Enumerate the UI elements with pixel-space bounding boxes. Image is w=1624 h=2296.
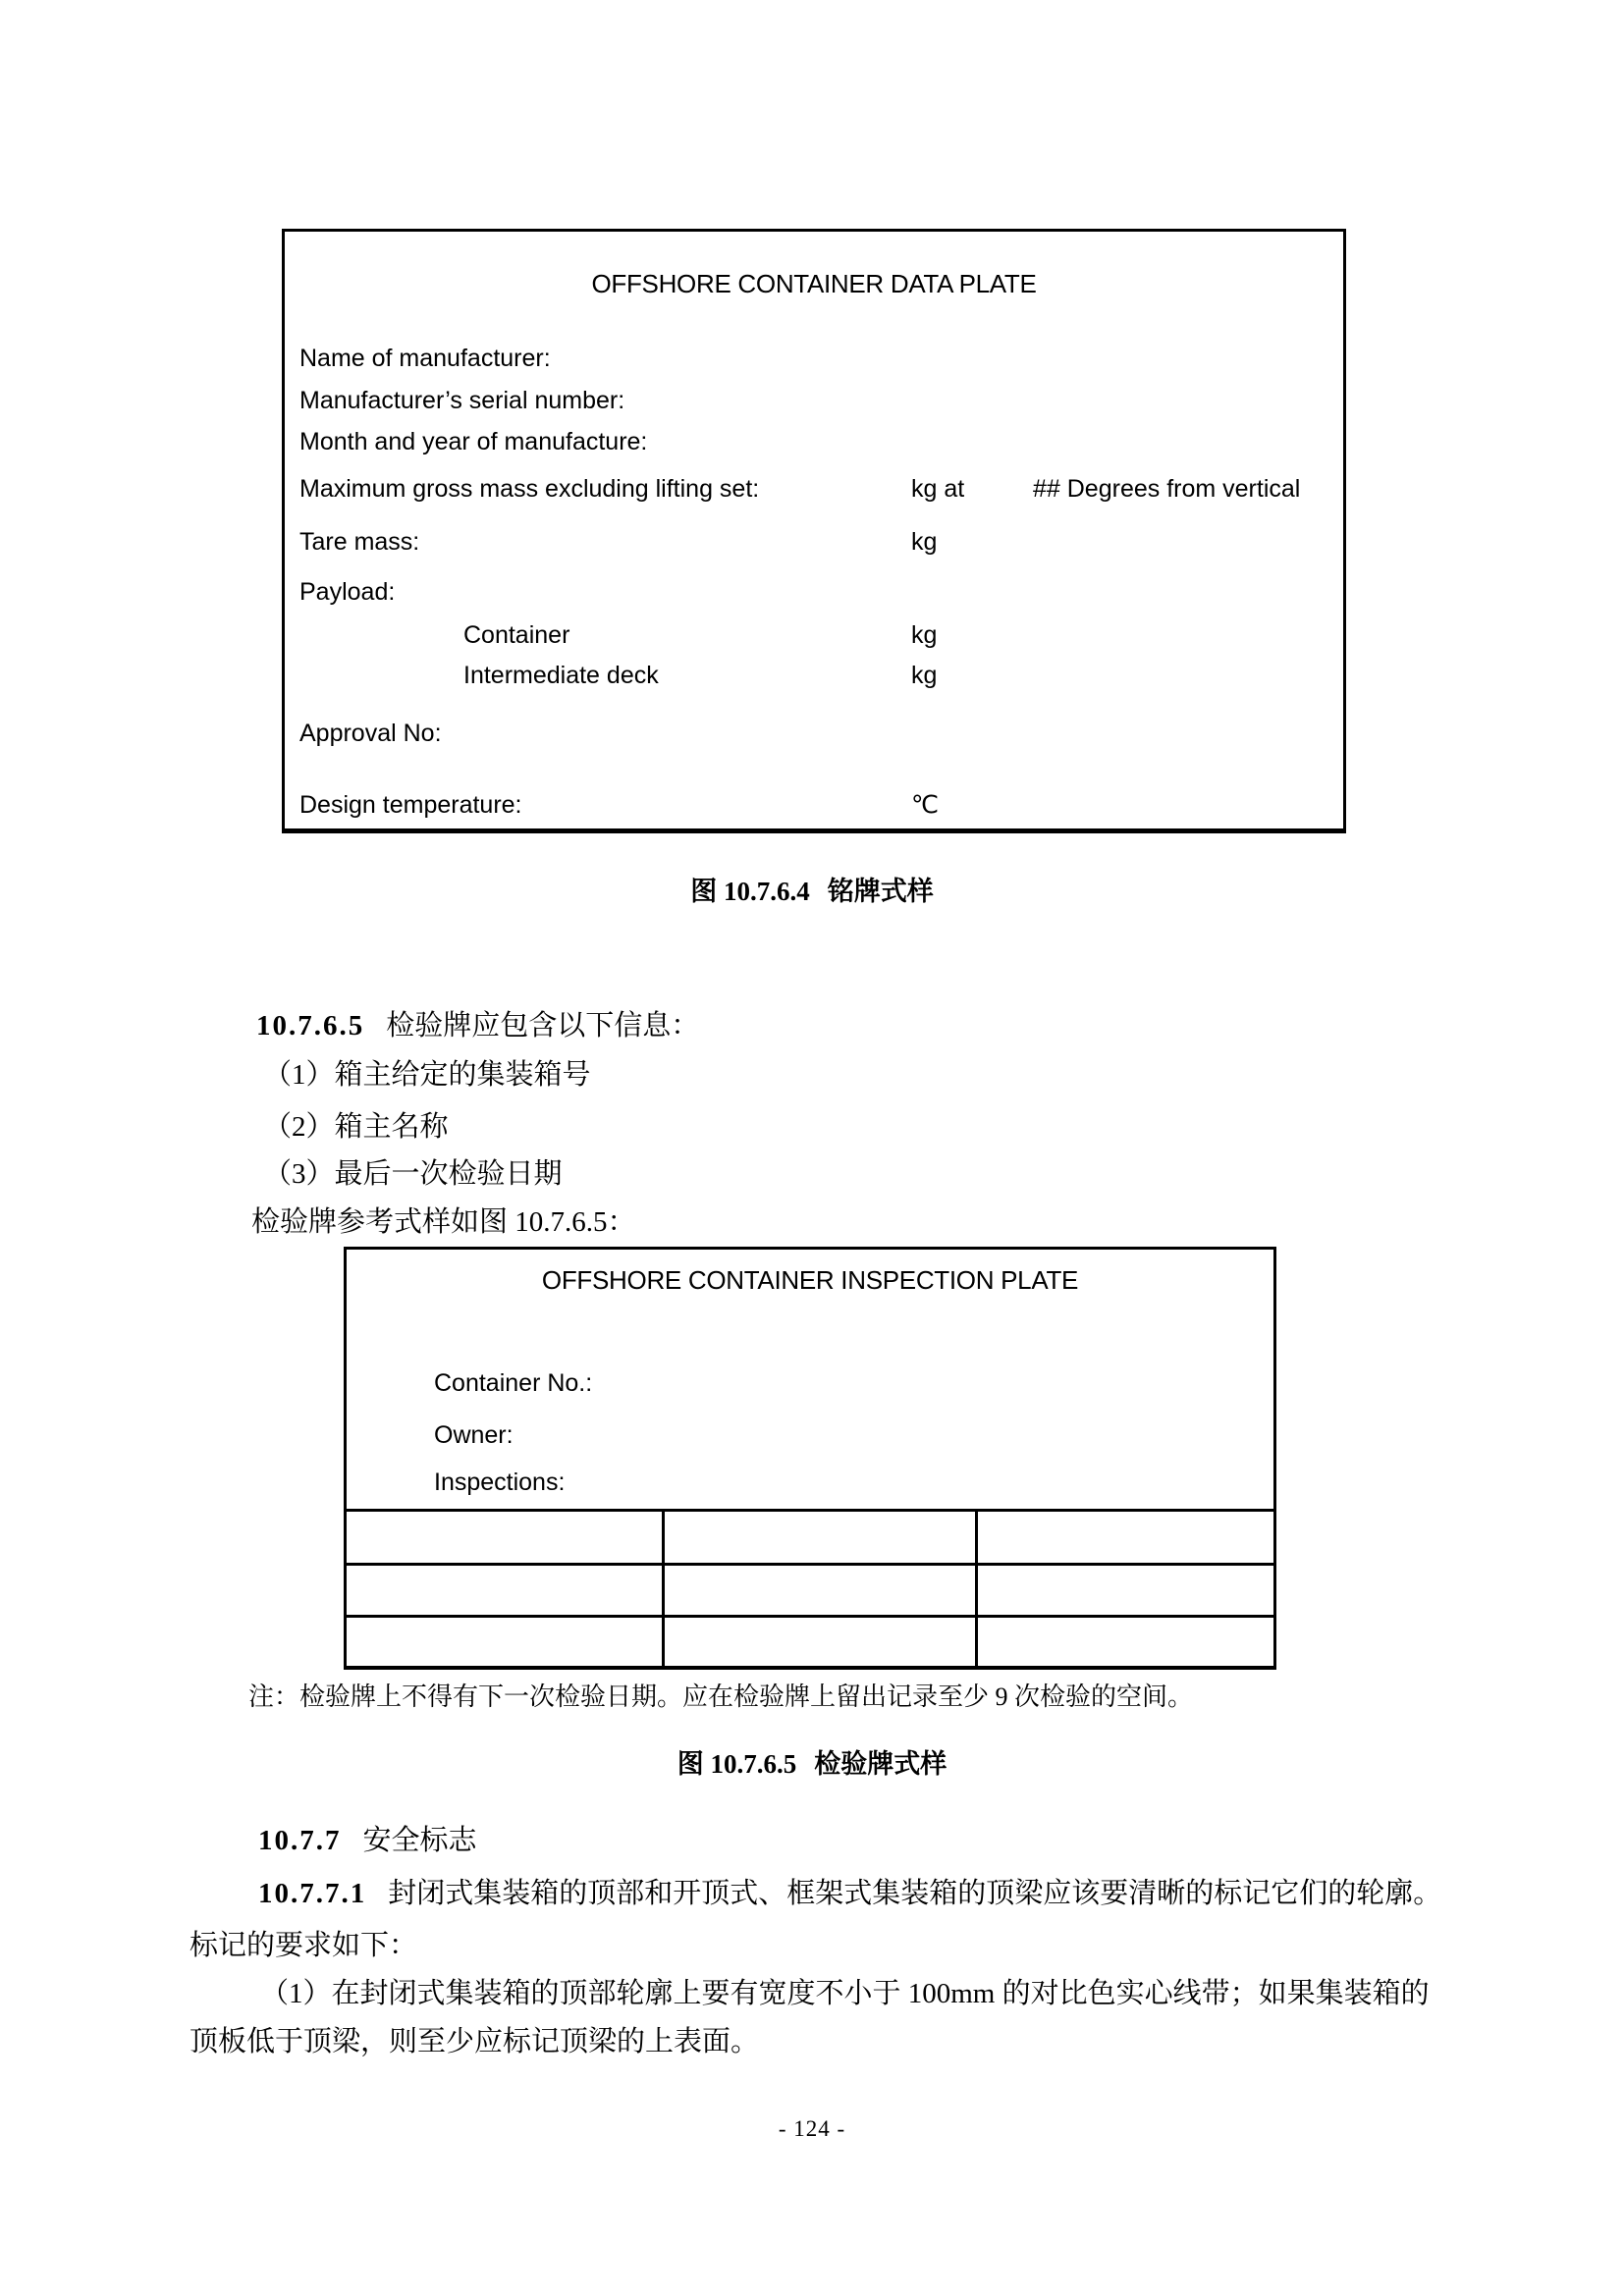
page-number: - 124 -: [778, 2116, 846, 2141]
data-plate-row-design-temperature: [285, 793, 1343, 825]
list-item-3: （3）最后一次检验日期: [263, 1158, 563, 1190]
inspection-plate-box: [344, 1247, 1276, 1670]
section-title: 安全标志: [362, 1825, 477, 1856]
unit-label: kg at: [911, 475, 965, 503]
unit-label: ℃: [911, 791, 940, 819]
section-number: 10.7.6.5: [256, 1010, 365, 1041]
data-plate-row-payload: [285, 580, 1343, 612]
field-label: Name of manufacturer:: [299, 345, 551, 372]
paragraph-line: 封闭式集装箱的顶部和开顶式、框架式集装箱的顶梁应该要清晰的标记它们的轮廓。: [388, 1878, 1442, 1909]
unit-label: kg: [911, 621, 938, 649]
figure-number: 图 10.7.6.4: [690, 877, 810, 906]
inspection-table-cell: [662, 1615, 975, 1666]
figure-title: 检验牌式样: [814, 1749, 947, 1779]
data-plate-box: [282, 229, 1346, 833]
section-heading-1077: [258, 1826, 477, 1857]
figure-caption-10765: [0, 1742, 1624, 1781]
data-plate-row-month-year: [285, 430, 1343, 461]
data-plate-row-approval-no: [285, 721, 1343, 753]
inspection-table-cell: [347, 1563, 662, 1614]
degrees-label: ## Degrees from vertical: [1033, 475, 1301, 503]
field-label: Payload:: [299, 578, 396, 606]
inspection-table-cell: [662, 1563, 975, 1614]
figure-caption-10764: [0, 870, 1624, 908]
section-heading-10771: [258, 1879, 1441, 1910]
data-plate-row-serial: [285, 389, 1343, 420]
field-label: Tare mass:: [299, 528, 420, 556]
section-heading-10765: [256, 1011, 699, 1042]
field-label: Month and year of manufacture:: [299, 428, 648, 455]
data-plate-row-intermediate-deck: [285, 664, 1343, 695]
field-label-owner: Owner:: [434, 1421, 514, 1449]
inspection-table-cell: [975, 1563, 1273, 1614]
inspection-table-cell: [662, 1512, 975, 1563]
list-item-2: （2）箱主名称: [263, 1111, 449, 1143]
inspection-table-cell: [347, 1512, 662, 1563]
inspection-table: [344, 1509, 1276, 1670]
inspection-table-cell: [347, 1615, 662, 1666]
inspection-table-cell: [975, 1512, 1273, 1563]
data-plate-title: OFFSHORE CONTAINER DATA PLATE: [591, 269, 1037, 298]
figure-number: 图 10.7.6.5: [677, 1749, 797, 1779]
field-label: Maximum gross mass excluding lifting set:: [299, 475, 760, 503]
field-label: Intermediate deck: [463, 662, 659, 689]
paragraph-line: 顶板低于顶梁，则至少应标记顶梁的上表面。: [189, 2026, 760, 2057]
reference-line: 检验牌参考式样如图 10.7.6.5：: [251, 1206, 636, 1238]
unit-label: kg: [911, 662, 938, 689]
data-plate-row-container: [285, 623, 1343, 655]
data-plate-row-max-gross-mass: [285, 477, 1343, 508]
field-label: Container: [463, 621, 570, 649]
field-label: Approval No:: [299, 720, 442, 747]
field-label-inspections: Inspections:: [434, 1468, 566, 1496]
figure-title: 铭牌式样: [827, 877, 934, 906]
unit-label: kg: [911, 528, 938, 556]
paragraph-line: （1）在封闭式集装箱的顶部轮廓上要有宽度不小于 100mm 的对比色实心线带；如果集装箱的: [260, 1978, 1430, 2009]
section-text: 检验牌应包含以下信息：: [386, 1010, 700, 1041]
data-plate-row-name: [285, 347, 1343, 378]
field-label: Design temperature:: [299, 791, 522, 819]
inspection-table-cell: [975, 1615, 1273, 1666]
section-number: 10.7.7.1: [258, 1878, 367, 1909]
field-label-container-no: Container No.:: [434, 1369, 593, 1397]
data-plate-row-tare-mass: [285, 530, 1343, 561]
note-line: 注：检验牌上不得有下一次检验日期。应在检验牌上留出记录至少 9 次检验的空间。: [248, 1682, 1194, 1711]
section-number: 10.7.7: [258, 1825, 342, 1856]
paragraph-line: 标记的要求如下：: [189, 1930, 418, 1961]
field-label: Manufacturer’s serial number:: [299, 387, 625, 414]
list-item-1: （1）箱主给定的集装箱号: [263, 1059, 591, 1091]
inspection-plate-title: OFFSHORE CONTAINER INSPECTION PLATE: [541, 1265, 1079, 1295]
